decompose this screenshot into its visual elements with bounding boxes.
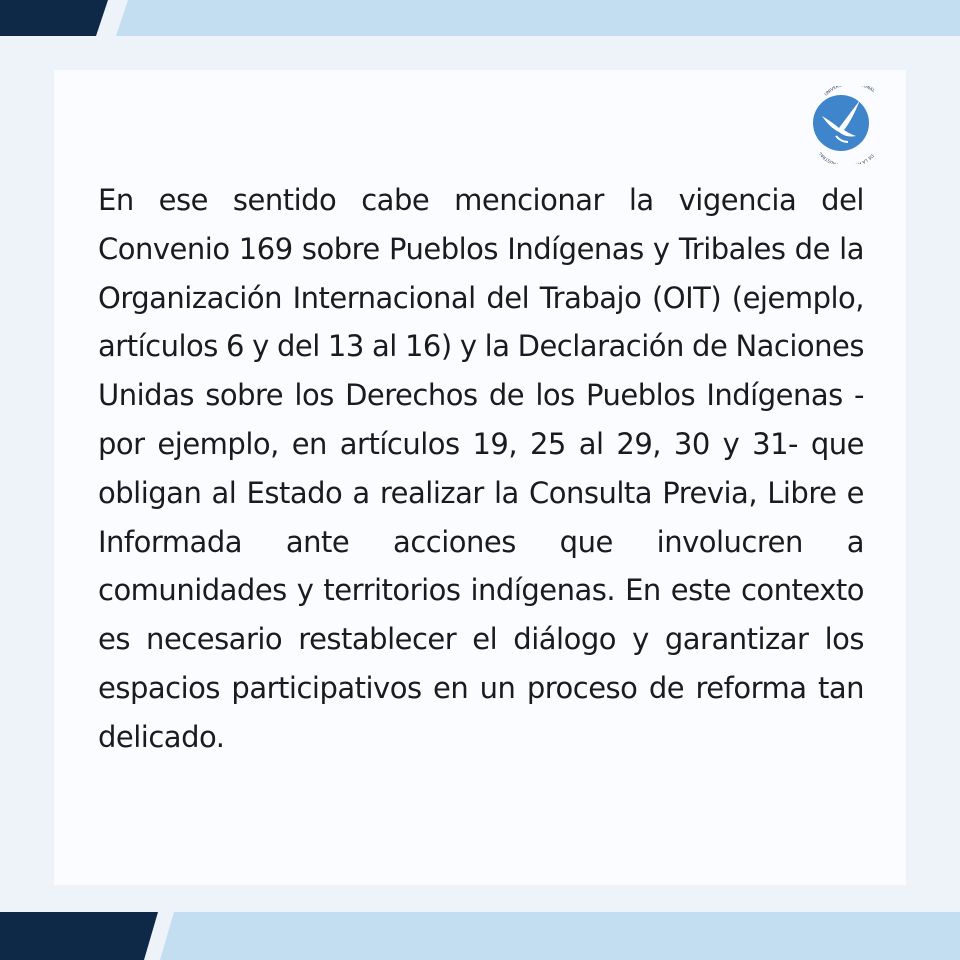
svg-text:DE LA PATAGONIA AUSTRAL	[817, 151, 875, 164]
seagull-emblem-icon	[808, 86, 886, 164]
logo-arc-text-bottom: DE LA P AUSTRAL	[817, 151, 875, 164]
bottom-band-navy-block	[0, 912, 158, 960]
logo-arc-text-top: UNIVER NAL	[823, 86, 877, 97]
top-band-navy-block	[0, 0, 108, 36]
body-paragraph: En ese sentido cabe mencionar la vigencia del Convenio 169 sobre Pueblos Indígenas y Tribales de la Organización Internacional del Trabajo (OIT) (ejemplo, artículos 6 y del 13 al 16) y la Declaración de Naciones Unidas sobre los Derechos de los Pueblos Indígenas - por ejemplo, en artículos 19, 25 al 29, 30 y 31- que obligan al Estado a realizar la Consulta Previa, Libre e Informada ante acciones que involucren a comunidades y territorios indígenas. En este contexto es necesario restablecer el diálogo y garantizar los espacios participativos en un proceso de reforma tan delicado.	[98, 183, 864, 754]
top-decorative-band	[0, 0, 960, 36]
top-band-light-stripe	[0, 0, 960, 36]
university-logo	[808, 86, 886, 164]
content-card	[54, 70, 906, 885]
svg-text:UNIVERSIDAD NACIONAL	[823, 86, 876, 97]
bottom-decorative-band	[0, 912, 960, 960]
